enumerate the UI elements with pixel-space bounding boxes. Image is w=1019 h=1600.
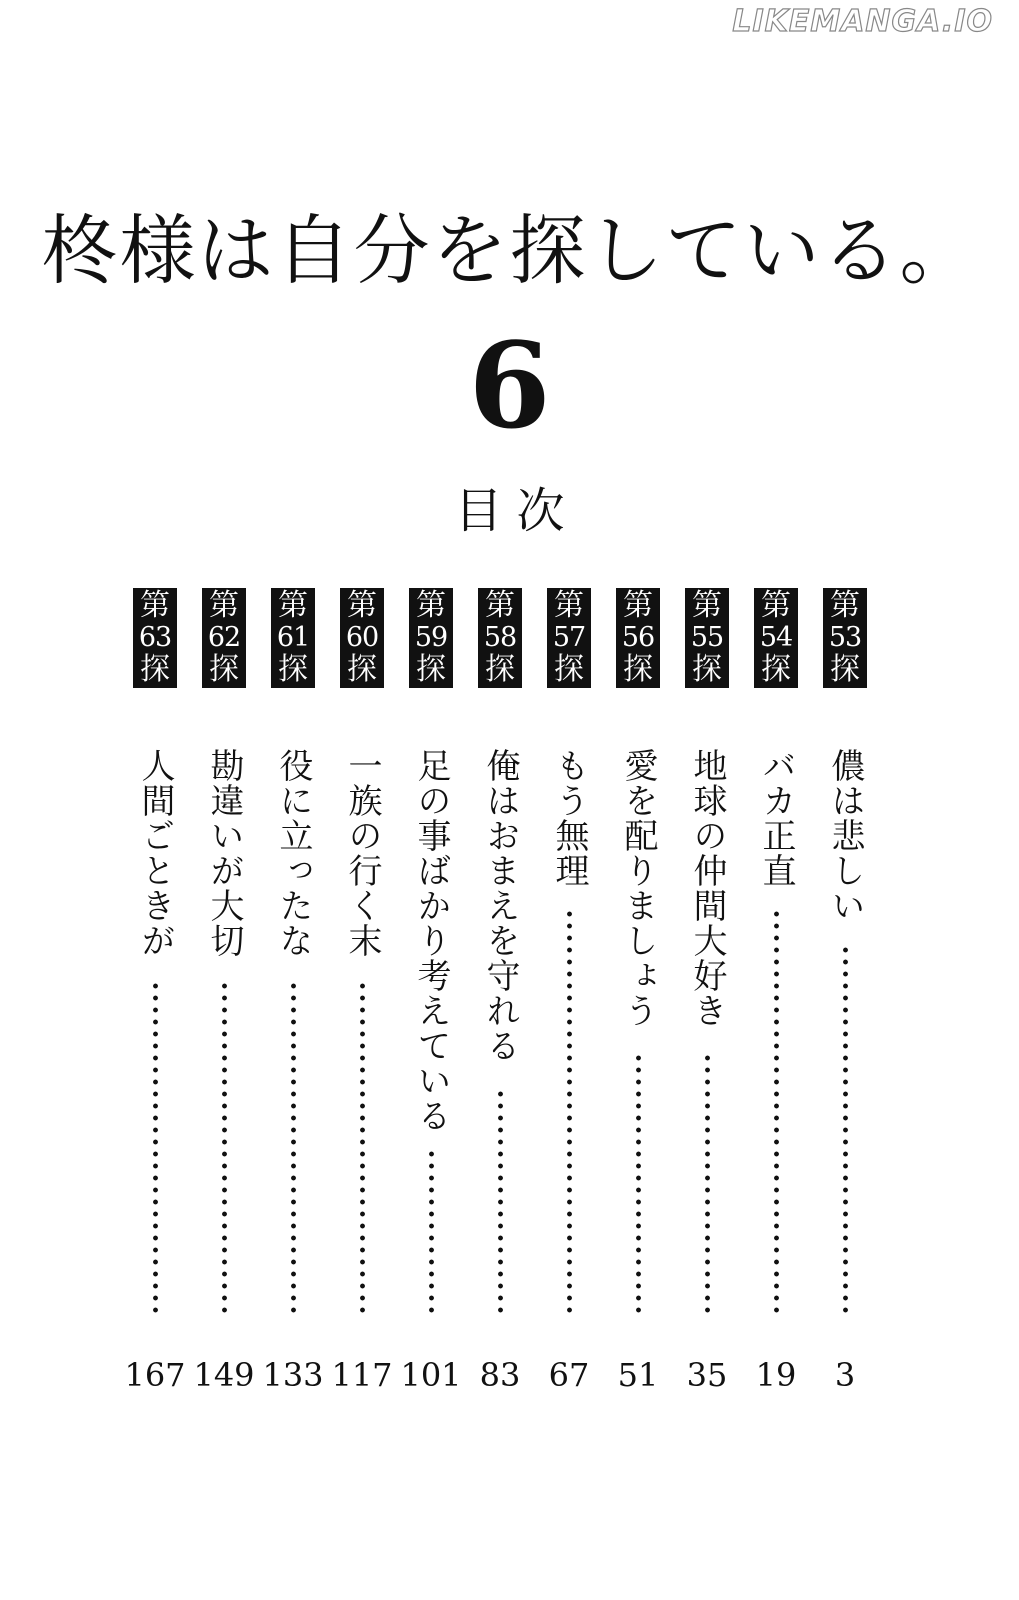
chapter-title: 勘違いが大切: [204, 748, 244, 958]
chapter-badge: 第 57 探: [547, 588, 591, 688]
leader-dots: [222, 980, 227, 1316]
leader-dots: [153, 980, 158, 1316]
chapter-number: 55: [690, 622, 724, 653]
page-number: 167: [124, 1356, 186, 1394]
page-number: 149: [193, 1356, 255, 1394]
leader-dots: [291, 980, 296, 1316]
chapter-number: 61: [276, 622, 310, 653]
chapter-badge: 第 53 探: [823, 588, 867, 688]
chapter-title: 俺はおまえを守れる: [480, 748, 520, 1063]
chapter-badge: 第 54 探: [754, 588, 798, 688]
page-number: 117: [331, 1356, 393, 1394]
leader-dots: [636, 1052, 641, 1316]
leader-dots: [498, 1088, 503, 1316]
chapter-number: 62: [207, 622, 241, 653]
chapter-badge: 第 56 探: [616, 588, 660, 688]
toc-entry[interactable]: [125, 588, 185, 1408]
chapter-title: 役に立ったな: [273, 748, 313, 958]
chapter-number: 60: [345, 622, 379, 653]
leader-dots: [360, 980, 365, 1316]
chapter-badge: 第 58 探: [478, 588, 522, 688]
toc-entry[interactable]: [677, 588, 737, 1408]
page-number: 83: [479, 1356, 521, 1394]
chapter-badge: 第 61 探: [271, 588, 315, 688]
leader-dots: [843, 944, 848, 1316]
volume-number: 6: [468, 316, 551, 455]
table-of-contents: [125, 588, 875, 1408]
toc-heading: 目次: [454, 483, 579, 539]
leader-dots: [705, 1052, 710, 1316]
chapter-title: 儂は悲しい: [825, 748, 865, 923]
toc-entry[interactable]: [470, 588, 530, 1408]
book-title: 柊様は自分を探している。: [41, 206, 978, 295]
chapter-title: 一族の行く末: [342, 748, 382, 958]
chapter-number: 58: [483, 622, 517, 653]
watermark: LIKEMANGA.IO: [732, 4, 993, 39]
chapter-number: 54: [759, 622, 793, 653]
leader-dots: [567, 908, 572, 1316]
chapter-badge: 第 55 探: [685, 588, 729, 688]
chapter-title: 足の事ばかり考えている: [411, 748, 451, 1133]
toc-entry[interactable]: [263, 588, 323, 1408]
toc-entry[interactable]: [194, 588, 254, 1408]
chapter-badge: 第 63 探: [133, 588, 177, 688]
chapter-number: 56: [621, 622, 655, 653]
toc-entry[interactable]: [539, 588, 599, 1408]
chapter-number: 53: [828, 622, 862, 653]
page-number: 51: [617, 1356, 659, 1394]
chapter-title: 人間ごときが: [135, 748, 175, 958]
page-number: 3: [834, 1356, 856, 1394]
toc-entry[interactable]: [401, 588, 461, 1408]
chapter-badge: 第 62 探: [202, 588, 246, 688]
page-number: 19: [755, 1356, 797, 1394]
toc-entry[interactable]: [815, 588, 875, 1408]
chapter-number: 57: [552, 622, 586, 653]
chapter-badge: 第 60 探: [340, 588, 384, 688]
chapter-badge: 第 59 探: [409, 588, 453, 688]
chapter-number: 59: [414, 622, 448, 653]
toc-entry[interactable]: [746, 588, 806, 1408]
page-number: 101: [400, 1356, 462, 1394]
chapter-title: バカ正直: [756, 748, 796, 888]
toc-entry[interactable]: [608, 588, 668, 1408]
leader-dots: [774, 908, 779, 1316]
chapter-title: もう無理: [549, 748, 589, 888]
chapter-title: 地球の仲間大好き: [687, 748, 727, 1028]
chapter-title: 愛を配りましょう: [618, 748, 658, 1028]
toc-entry[interactable]: [332, 588, 392, 1408]
chapter-number: 63: [138, 622, 172, 653]
page-number: 133: [262, 1356, 324, 1394]
page-number: 67: [548, 1356, 590, 1394]
page-number: 35: [686, 1356, 728, 1394]
leader-dots: [429, 1148, 434, 1316]
